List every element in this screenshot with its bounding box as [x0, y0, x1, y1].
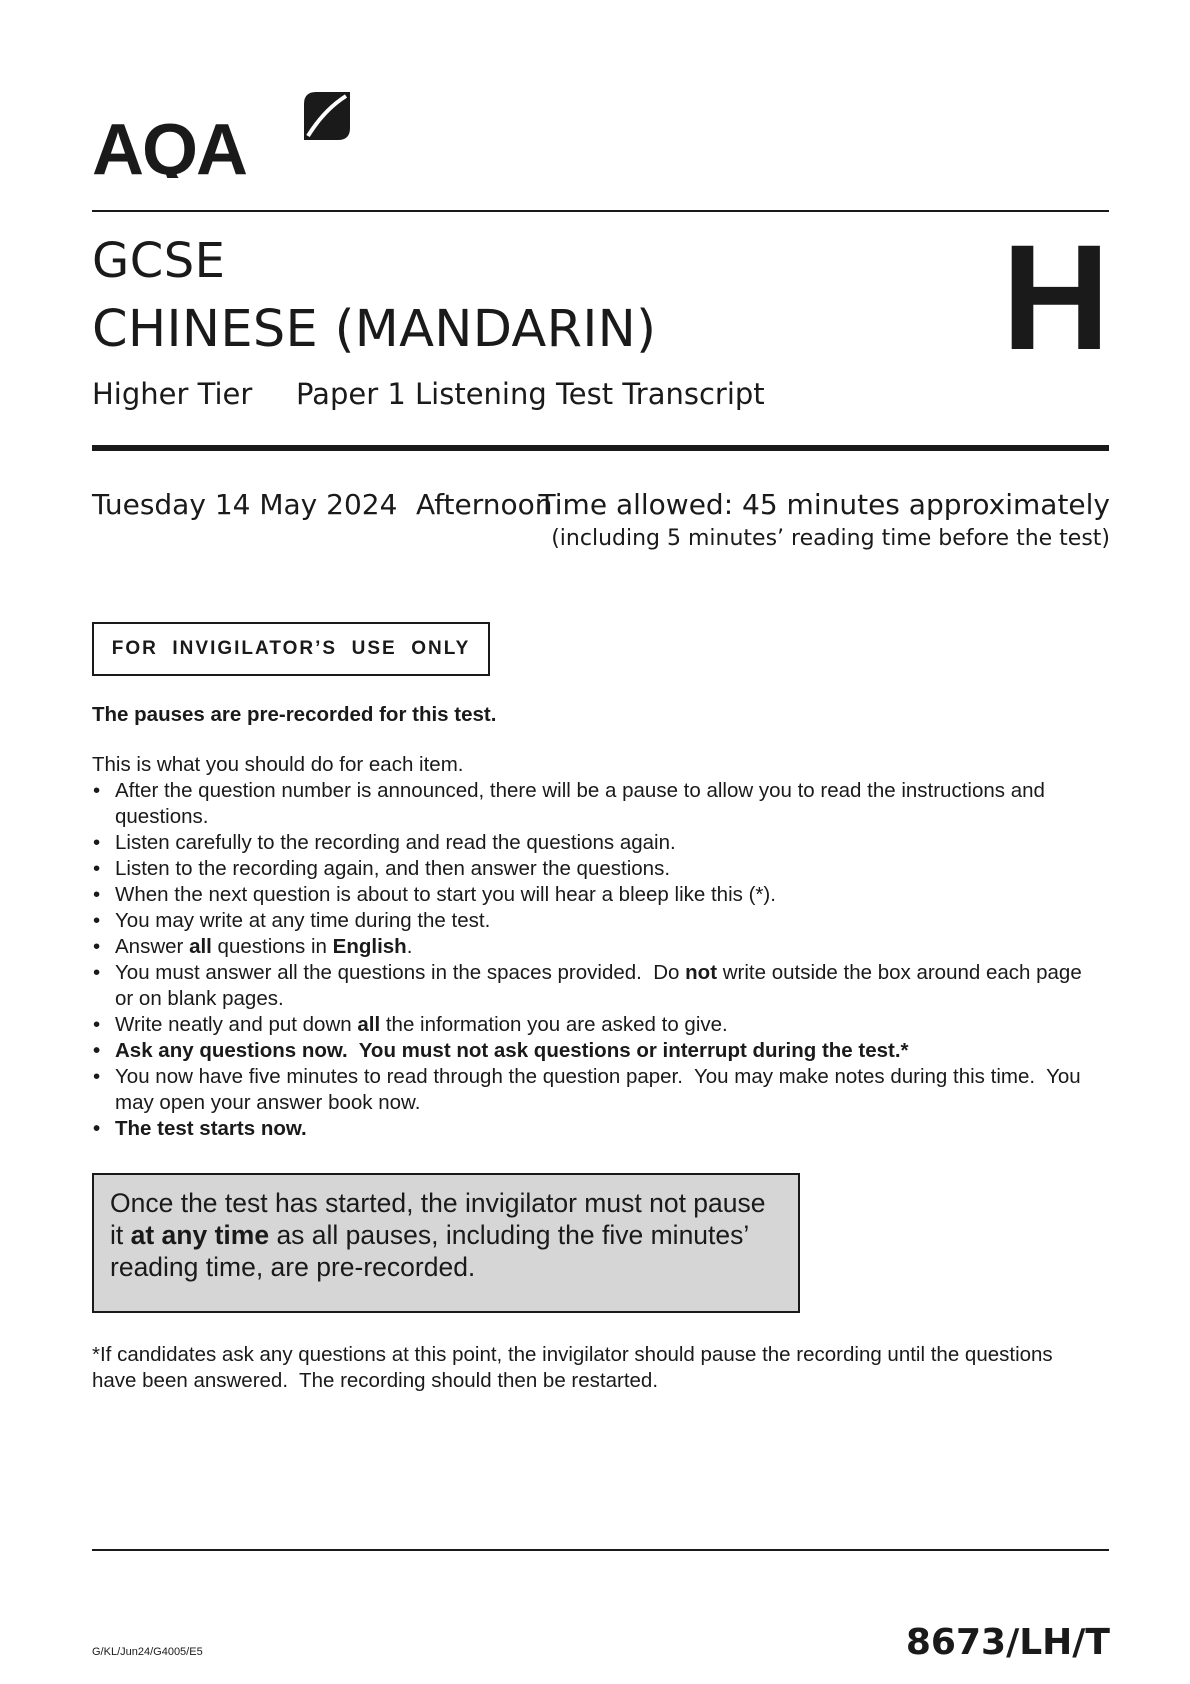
thick-divider — [92, 445, 1109, 451]
instruction-item: • You now have five minutes to read through the question paper. You may make notes during this time. You may open your answer book now. — [92, 1064, 1102, 1116]
instruction-text: Write neatly and put down — [115, 1013, 358, 1036]
paper-label: Paper 1 Listening Test Transcript — [296, 377, 765, 411]
notice-emphasis: at any time — [130, 1220, 270, 1250]
qualification-title: GCSE — [92, 233, 226, 289]
notice-text: as all pauses, including the five minutes’ reading time, are pre-recorded. — [110, 1220, 749, 1282]
invigilator-box — [92, 622, 490, 676]
pauses-note: The pauses are pre-recorded for this test. — [92, 703, 497, 726]
reading-time-note: (including 5 minutes’ reading time before the test) — [551, 526, 1110, 551]
tier-letter: H — [1001, 213, 1110, 381]
exam-session: Afternoon — [416, 488, 553, 521]
time-allowed: Time allowed: 45 minutes approximately — [538, 488, 1110, 521]
instruction-text: You must answer all the questions in the spaces provided. Do — [115, 961, 686, 984]
instruction-item: • After the question number is announced, there will be a pause to allow you to read the instructions and questions. — [92, 778, 1102, 830]
paper-code: 8673/LH/T — [905, 1622, 1110, 1663]
instruction-text: write outside the box around each page or on blank pages. — [115, 961, 1082, 1010]
notice-text: Once the test has started, the invigilator must not pause it — [110, 1188, 766, 1250]
emphasis: all — [189, 935, 212, 958]
instruction-item: • Listen carefully to the recording and read the questions again. — [92, 830, 1102, 856]
instruction-item: • The test starts now. — [92, 1116, 1102, 1142]
intro-text: This is what you should do for each item. — [92, 753, 464, 776]
document-reference: G/KL/Jun24/G4005/E5 — [92, 1646, 203, 1658]
instruction-item — [92, 934, 1102, 960]
instruction-item: • Listen to the recording again, and then answer the questions. — [92, 856, 1102, 882]
instruction-list — [92, 778, 1102, 1142]
header-divider — [92, 210, 1109, 212]
emphasis: not — [685, 961, 718, 984]
exam-date: Tuesday 14 May 2024 — [92, 488, 398, 521]
instruction-item: • Ask any questions now. You must not ask questions or interrupt during the test.* — [92, 1038, 1102, 1064]
instruction-item: • You may write at any time during the test. — [92, 908, 1102, 934]
aqa-logo — [92, 88, 352, 178]
footer-divider — [92, 1549, 1109, 1551]
invigilator-box-label: FOR INVIGILATOR’S USE ONLY — [111, 638, 471, 659]
footnote: *If candidates ask any questions at this point, the invigilator should pause the recording until the questions have been answered. The recording should then be restarted. — [92, 1343, 1059, 1392]
emphasis: all — [357, 1013, 381, 1036]
instruction-text: the information you are asked to give. — [380, 1013, 728, 1036]
instruction-item: • When the next question is about to start you will hear a bleep like this (*). — [92, 882, 1102, 908]
emphasis: English — [332, 935, 407, 958]
aqa-logo-text: AQA — [92, 110, 246, 178]
leaf-icon — [304, 92, 350, 140]
invigilator-notice — [92, 1173, 800, 1313]
instruction-text: . — [406, 935, 413, 958]
subject-title: CHINESE (MANDARIN) — [92, 300, 657, 359]
instruction-item — [92, 1012, 1102, 1038]
instruction-text: questions in — [211, 935, 333, 958]
instruction-text: Answer — [115, 935, 190, 958]
tier-label: Higher Tier — [92, 377, 253, 411]
instruction-item — [92, 960, 1102, 1012]
